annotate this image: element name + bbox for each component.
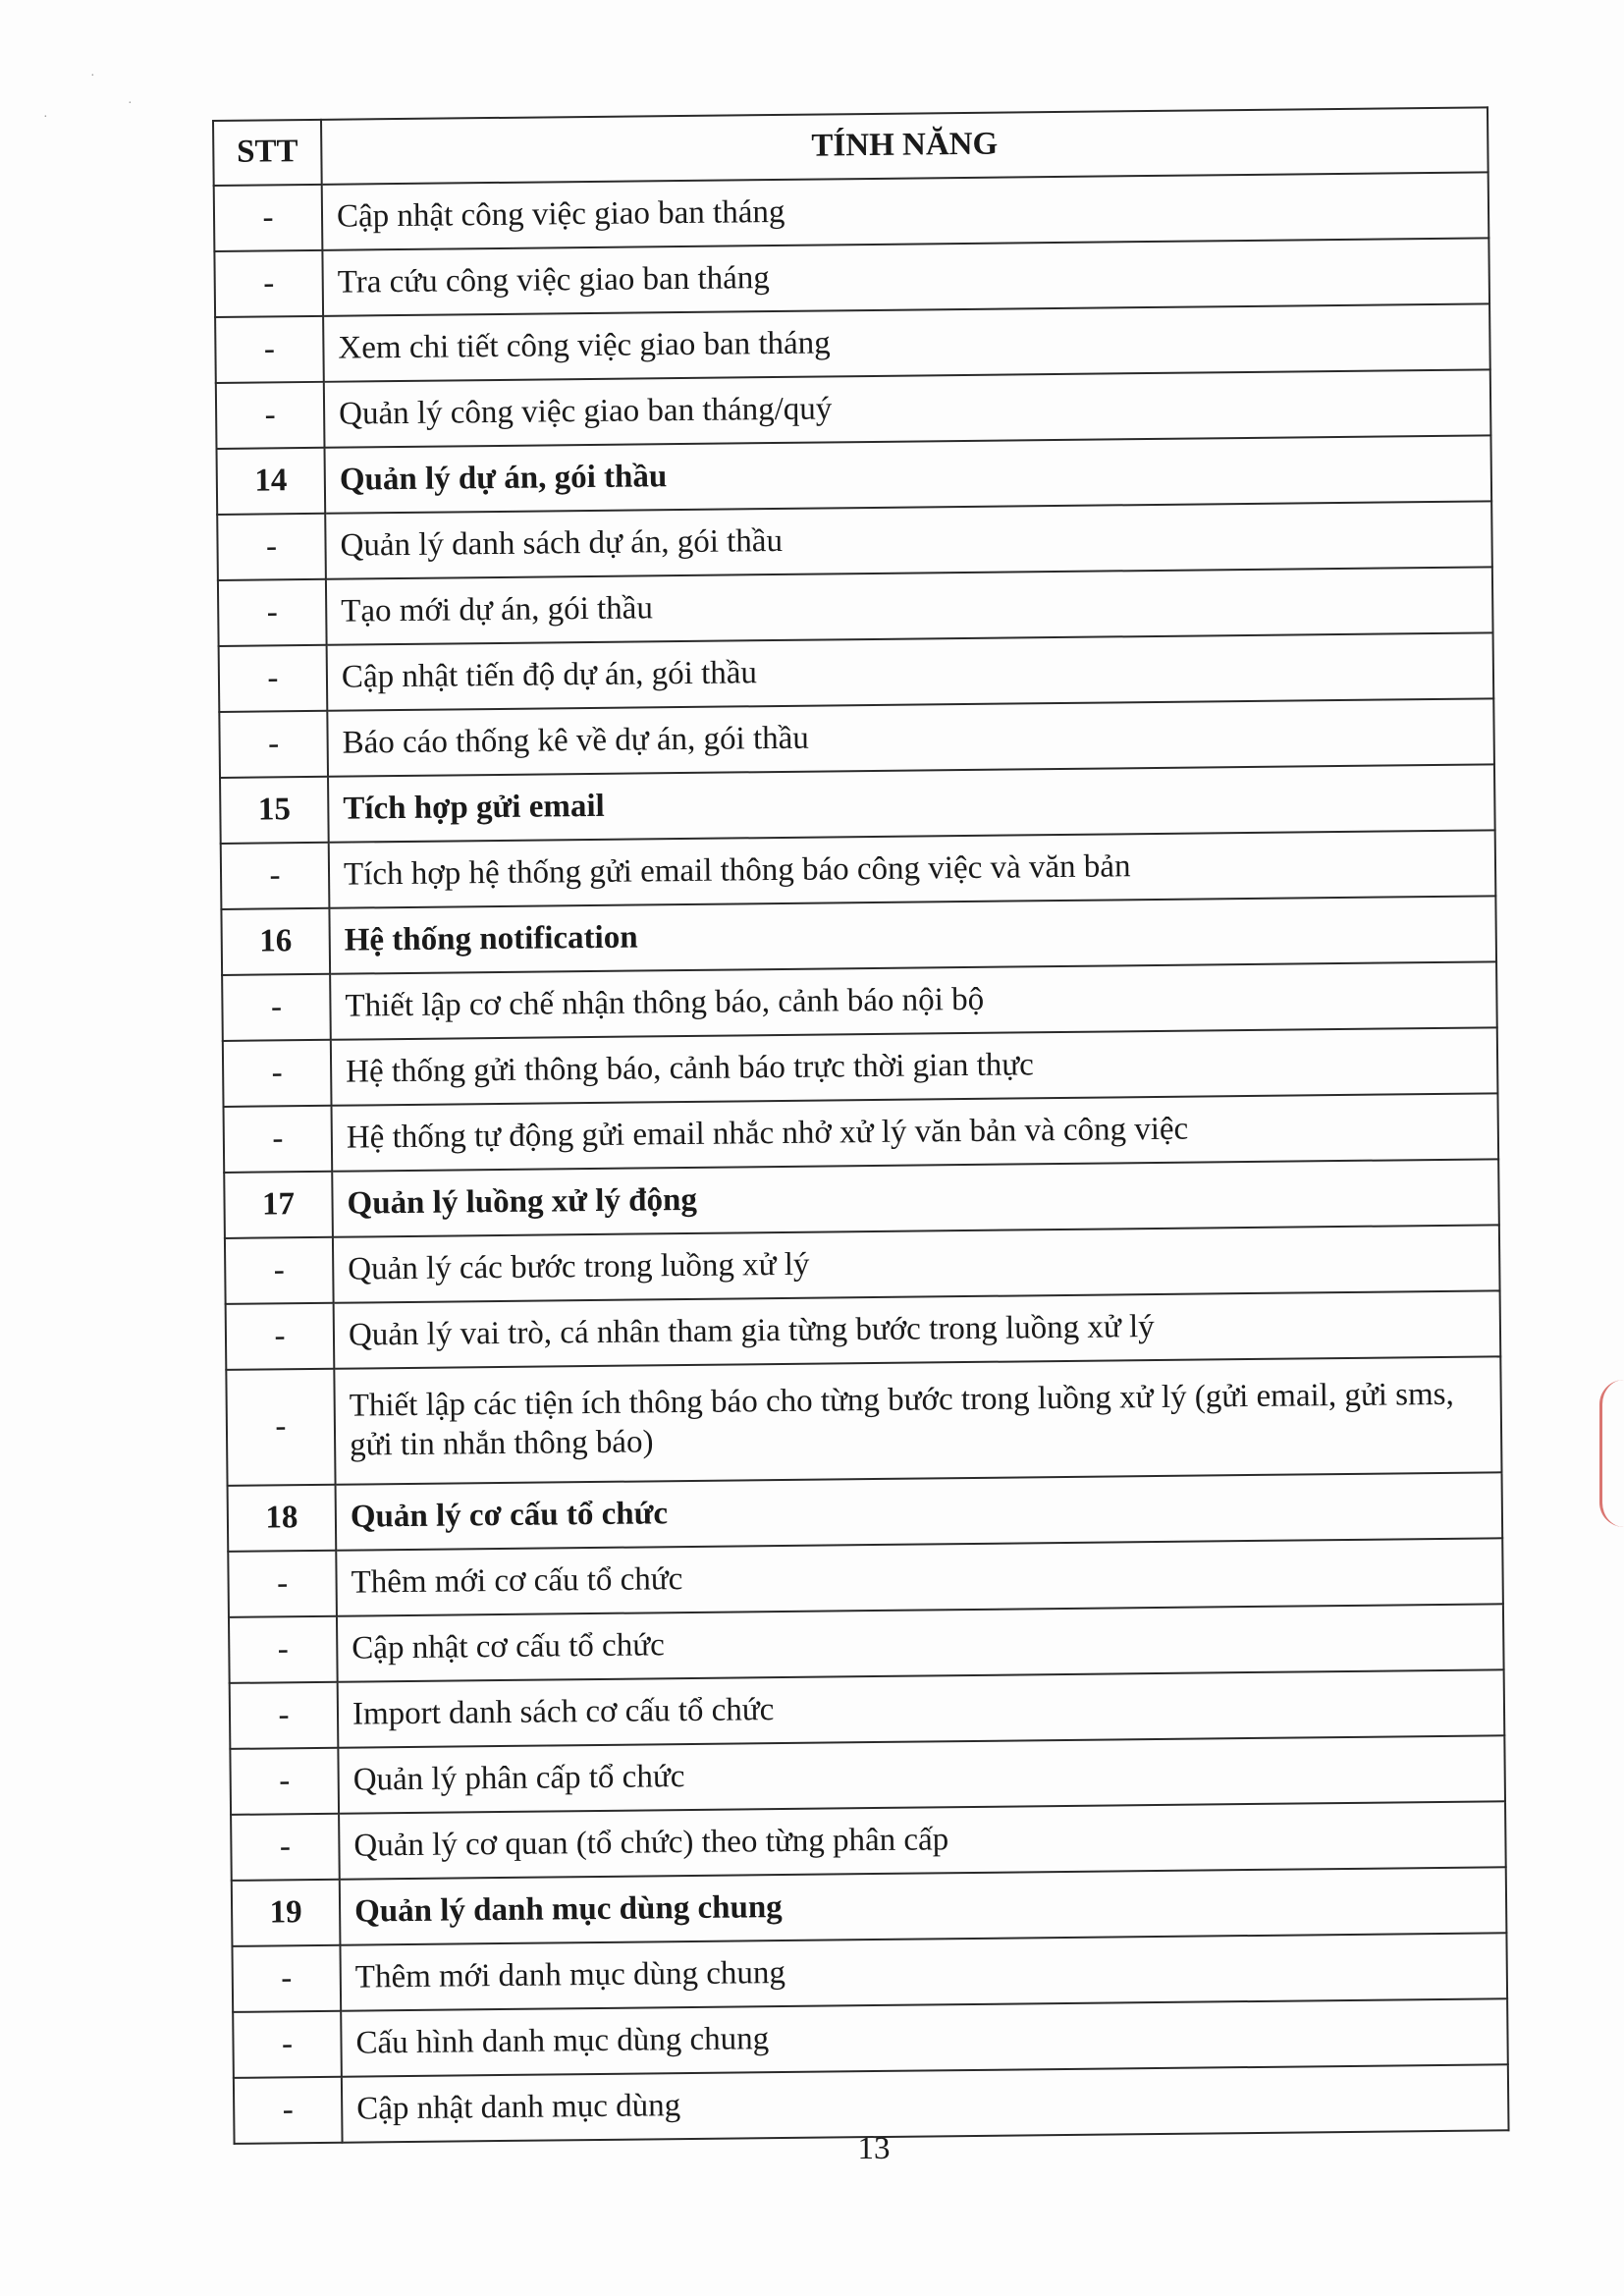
feature-text: Cập nhật cơ cấu tổ chức	[337, 1604, 1504, 1681]
feature-text: Thiết lập các tiện ích thông báo cho từng bước trong luồng xử lý (gửi email, gửi sms, gửi tin nhắn thông báo)	[334, 1356, 1501, 1484]
feature-text: Quản lý công việc giao ban tháng/quý	[324, 369, 1491, 447]
row-stt: -	[218, 579, 327, 646]
red-stamp-fragment	[1599, 1380, 1624, 1527]
row-stt: -	[214, 185, 323, 251]
feature-text: Tra cứu công việc giao ban tháng	[322, 238, 1489, 315]
row-stt: -	[226, 1369, 335, 1486]
row-stt: 16	[221, 908, 330, 975]
row-stt: -	[222, 974, 331, 1041]
row-stt: -	[230, 1682, 339, 1749]
feature-text: Quản lý các bước trong luồng xử lý	[333, 1225, 1500, 1302]
row-stt: 14	[217, 448, 326, 515]
row-stt: -	[233, 2011, 342, 2078]
row-stt: -	[234, 2077, 343, 2144]
row-stt: -	[232, 1945, 341, 2012]
feature-text: Quản lý phân cấp tổ chức	[338, 1735, 1505, 1813]
section-title: Quản lý luồng xử lý động	[332, 1159, 1499, 1236]
table-row	[226, 1356, 1501, 1486]
feature-text: Quản lý cơ quan (tổ chức) theo từng phân cấp	[339, 1801, 1506, 1879]
row-stt: -	[226, 1303, 335, 1370]
section-title: Quản lý danh mục dùng chung	[340, 1867, 1507, 1944]
row-stt: -	[214, 250, 323, 317]
row-stt: -	[215, 316, 324, 383]
section-title: Tích hợp gửi email	[328, 764, 1495, 842]
row-stt: -	[219, 645, 328, 712]
scan-speck: ·	[90, 69, 95, 83]
feature-text: Tạo mới dự án, gói thầu	[326, 567, 1493, 644]
row-stt: 19	[232, 1880, 341, 1946]
section-title: Hệ thống notification	[329, 896, 1496, 973]
row-stt: 17	[224, 1172, 333, 1238]
feature-text: Quản lý vai trò, cá nhân tham gia từng bước trong luồng xử lý	[334, 1290, 1501, 1368]
feature-table	[212, 106, 1510, 2145]
feature-text: Quản lý danh sách dự án, gói thầu	[325, 501, 1492, 578]
row-stt: -	[229, 1616, 338, 1683]
row-stt: -	[219, 711, 328, 778]
header-stt: STT	[213, 120, 322, 186]
row-stt: -	[224, 1106, 333, 1173]
section-title: Quản lý dự án, gói thầu	[325, 435, 1492, 513]
feature-text: Thêm mới cơ cấu tổ chức	[336, 1538, 1503, 1615]
feature-text: Cập nhật công việc giao ban tháng	[322, 172, 1489, 249]
feature-text: Cập nhật danh mục dùng	[342, 2064, 1509, 2142]
row-stt: -	[217, 514, 326, 580]
feature-text: Tích hợp hệ thống gửi email thông báo công việc và văn bản	[329, 830, 1496, 907]
row-stt: -	[225, 1237, 334, 1304]
header-feature: TÍNH NĂNG	[321, 107, 1489, 184]
row-stt: -	[228, 1551, 337, 1617]
feature-text: Import danh sách cơ cấu tổ chức	[338, 1669, 1505, 1747]
feature-text: Thêm mới danh mục dùng chung	[340, 1933, 1507, 2010]
row-stt: -	[223, 1040, 332, 1107]
row-stt: -	[216, 382, 325, 449]
feature-text: Hệ thống tự động gửi email nhắc nhở xử lý văn bản và công việc	[332, 1093, 1499, 1171]
feature-text: Báo cáo thống kê về dự án, gói thầu	[327, 698, 1494, 776]
feature-text: Cấu hình danh mục dùng chung	[341, 1998, 1508, 2076]
feature-text: Thiết lập cơ chế nhận thông báo, cảnh báo nội bộ	[330, 961, 1497, 1039]
row-stt: 15	[220, 777, 329, 844]
section-title: Quản lý cơ cấu tổ chức	[336, 1472, 1503, 1550]
row-stt: 18	[228, 1485, 337, 1552]
scan-speck: ·	[128, 96, 133, 111]
row-stt: -	[231, 1814, 340, 1881]
row-stt: -	[221, 843, 330, 909]
row-stt: -	[230, 1748, 339, 1815]
feature-text: Hệ thống gửi thông báo, cảnh báo trực thời gian thực	[331, 1027, 1498, 1105]
feature-text: Xem chi tiết công việc giao ban tháng	[323, 303, 1490, 381]
scan-speck: ·	[43, 110, 48, 125]
table-body	[214, 172, 1509, 2143]
feature-text: Cập nhật tiến độ dự án, gói thầu	[327, 632, 1494, 710]
page-number: 13	[857, 2131, 891, 2166]
